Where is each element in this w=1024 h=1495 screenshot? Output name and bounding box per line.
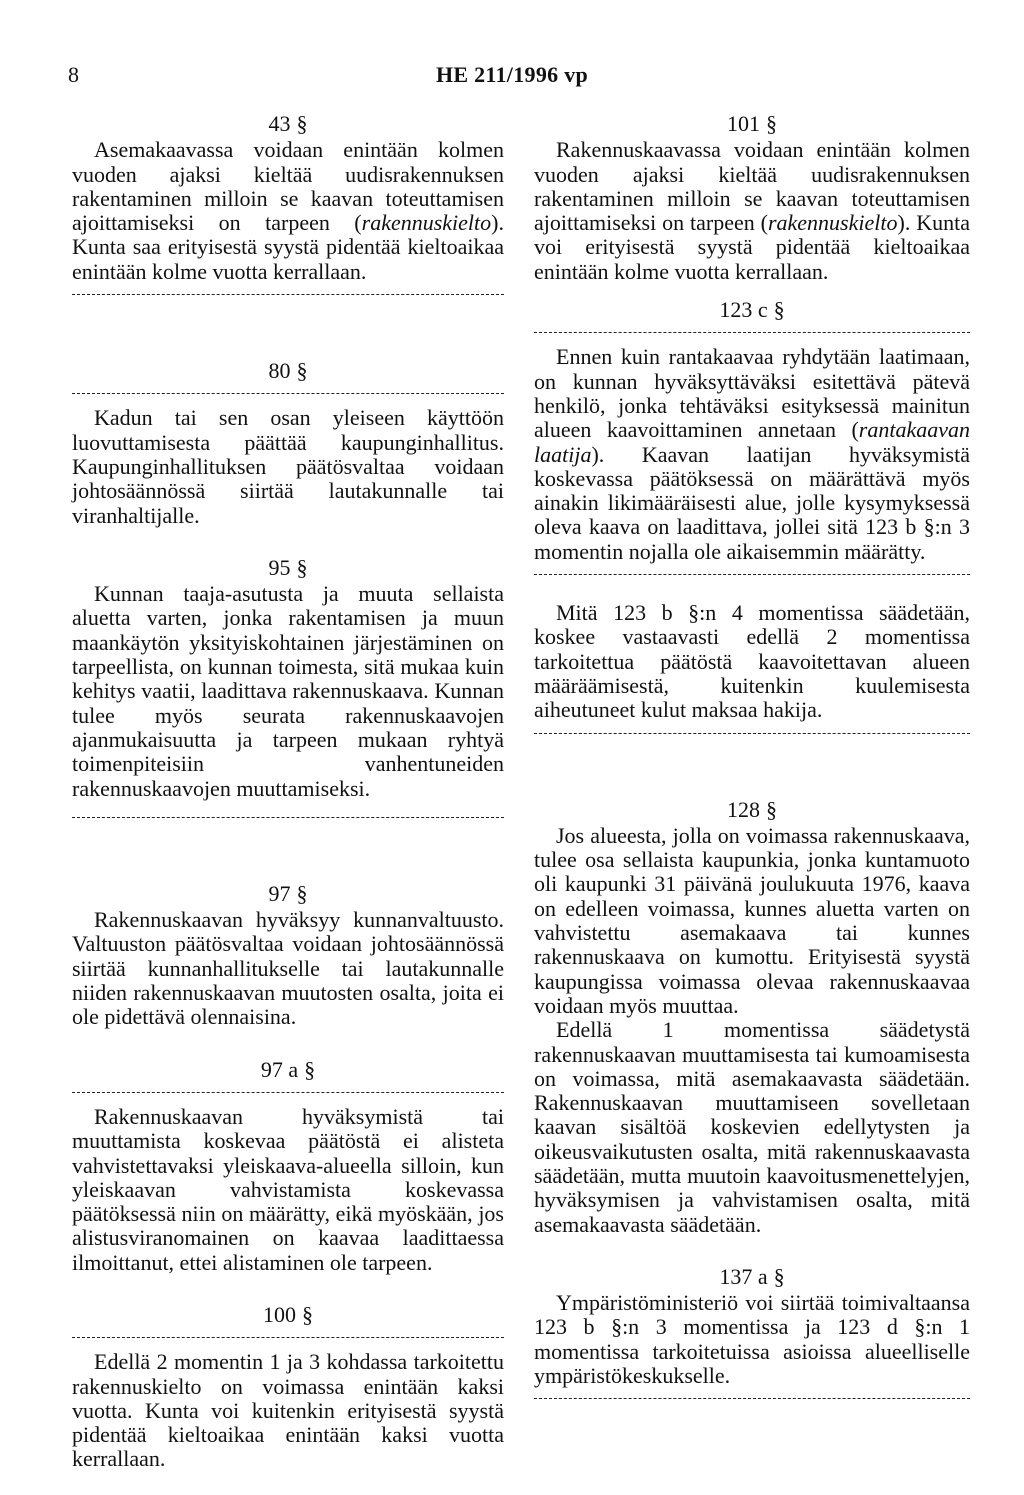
section-text-97a: Rakennuskaavan hyväksymistä tai muuttamista koskevaa päätöstä ei alisteta vahvistettavaksi yleiskaava-alueella silloin, kun yleiskaavan vahvistamista koskevassa päätöksessä niin on määrätty, eikä myöskään, jos alistusviranomainen on kaavaa laadittaessa ilmoittanut, ettei alistaminen ole tarpeen. [72, 1103, 504, 1275]
section-symbol: § [296, 554, 308, 580]
omission-dashes [534, 332, 970, 335]
section-text-128-1: Jos alueesta, jolla on voimassa rakennuskaava, tulee osa sellaista kaupunkia, jonka kuntamuoto oli kaupunki 31 päivänä joulukuuta 1976, kaava on edelleen voimassa, kunnes aluetta varten on vahvistettu asemakaava tai kunnes rakennuskaava on kumottu. Erityisestä syystä kaupungissa voimassa olevaa rakennuskaavaa voidaan myös muuttaa. [534, 822, 970, 1018]
section-heading-80: 80 § [268, 358, 308, 384]
section-symbol: § [296, 111, 308, 136]
section-heading-128: 128 § [727, 796, 777, 822]
section-heading-43: 43 § [268, 111, 308, 136]
omission-dashes [534, 574, 970, 577]
left-column [72, 112, 504, 1472]
section-symbol: § [296, 880, 308, 906]
omission-dashes [72, 1337, 504, 1340]
section-heading-100: 100 § [263, 1301, 313, 1327]
page-number: 8 [68, 62, 79, 87]
omission-dashes [72, 393, 504, 396]
section-text-100: Edellä 2 momentin 1 ja 3 kohdassa tarkoitettu rakennuskielto on voimassa enintään kaksi vuotta. Kunta voi kuitenkin erityisestä syystä pidentää kieltoaikaa enintään kaksi vuotta kerrallaan. [72, 1349, 504, 1472]
section-symbol: § [296, 358, 308, 384]
section-text-137a: Ympäristöministeriö voi siirtää toimivaltaansa 123 b §:n 3 momentissa ja 123 d §:n 1 momentissa tarkoitetuissa asioissa alueelliselle ympäristökeskukselle. [534, 1290, 970, 1389]
section-text-80: Kadun tai sen osan yleiseen käyttöön luovuttamisesta päättää kaupunginhallitus. Kaupunginhallituksen päätösvaltaa voidaan johtosäännössä siirtää lautakunnalle tai viranhaltijalle. [72, 405, 504, 528]
section-text-101: Rakennuskaavassa voidaan enintään kolmen vuoden ajaksi kieltää uudisrakennuksen rakentaminen milloin se kaavan toteuttamisen ajoittamiseksi on tarpeen (rakennuskielto). Kunta voi erityisestä syystä pidentää kieltoaikaa enintään kolme vuotta kerrallaan. [534, 137, 970, 284]
section-text-123c-2: Mitä 123 b §:n 4 momentissa säädetään, koskee vastaavasti edellä 2 momentissa tarkoitettua päätöstä kaavoitettavan alueen määräämisestä, kuitenkin kuulemisesta aiheutuneet kulut maksaa hakija. [534, 600, 970, 723]
section-symbol: § [302, 1301, 313, 1327]
term-italic: rakennuskielto [361, 210, 492, 236]
omission-dashes [534, 733, 970, 736]
section-symbol: § [766, 796, 777, 822]
section-symbol: § [304, 1056, 316, 1082]
section-text-123c: Ennen kuin rantakaavaa ryhdytään laatimaan, on kunnan hyväksyttäväksi esitettävä pätevä henkilö, jonka tehtäväksi esityksessä mainitun alueen kaavoittaminen annetaan (rantakaavan laatija). Kaavan laatijan hyväksymistä koskevassa päätöksessä on määrättävä myös ainakin likimääräisesti alue, jolle kysymyksessä oleva kaava on laadittava, jollei sitä 123 b §:n 3 momentin nojalla ole aikaisemmin määrätty. [534, 344, 970, 564]
term-italic: rantakaavan laatija [534, 417, 970, 467]
section-heading-101: 101 § [727, 111, 777, 136]
omission-dashes [72, 1092, 504, 1095]
right-column [534, 112, 970, 1411]
omission-dashes [72, 294, 504, 297]
omission-dashes [72, 817, 504, 820]
section-text-95: Kunnan taaja-asutusta ja muuta sellaista aluetta varten, jonka rakentamisen ja muun maankäytön yksityiskohtainen järjestäminen on tarpeellista, on kunnan toimesta, sitä mukaa kuin kehitys vaatii, laadittava rakennuskaava. Kunnan tulee myös seurata rakennuskaavojen ajanmukaisuutta ja tarpeen mukaan ryhtyä toimenpiteisiin vanhentuneiden rakennuskaavojen muuttamiseksi. [72, 581, 504, 801]
term-italic: rakennuskielto [767, 210, 898, 236]
section-heading-97a: 97 a § [260, 1056, 316, 1082]
section-heading-137a: 137 a § [719, 1263, 785, 1289]
section-text-97: Rakennuskaavan hyväksyy kunnanvaltuusto. Valtuuston päätösvaltaa voidaan johtosäännössä siirtää kunnanhallitukselle tai lautakunnalle niiden rakennuskaavan muutosten osalta, joita ei ole pidettävä olennaisina. [72, 907, 504, 1030]
document-id: HE 211/1996 vp [435, 62, 589, 87]
section-heading-95: 95 § [268, 554, 308, 580]
omission-dashes [534, 1398, 970, 1401]
section-heading-123c: 123 c § [719, 297, 785, 323]
page-header [0, 62, 1024, 96]
section-symbol: § [766, 111, 777, 136]
section-text-43: Asemakaavassa voidaan enintään kolmen vuoden ajaksi kieltää uudisrakennuksen rakentaminen milloin se kaavan toteuttamisen ajoittamiseksi on tarpeen (rakennuskielto). Kunta saa erityisestä syystä pidentää kieltoaikaa enintään kolme vuotta kerrallaan. [72, 137, 504, 284]
section-heading-97: 97 § [268, 880, 308, 906]
section-symbol: § [773, 1263, 785, 1289]
section-symbol: § [773, 297, 785, 323]
section-text-128-2: Edellä 1 momentissa säädetystä rakennuskaavan muuttamisesta tai kumoamisesta on voimassa, mitä asemakaavasta säädetään. Rakennuskaavan muuttamiseen sovelletaan kaavan sisältöä koskevien edellytysten ja oikeusvaikutusten osalta, mitä rakennuskaavasta säädetään, mutta muutoin kaavoitusmenettelyjen, hyväksymisen ja vahvistamisen osalta, mitä asemakaavasta säädetään. [534, 1017, 970, 1237]
